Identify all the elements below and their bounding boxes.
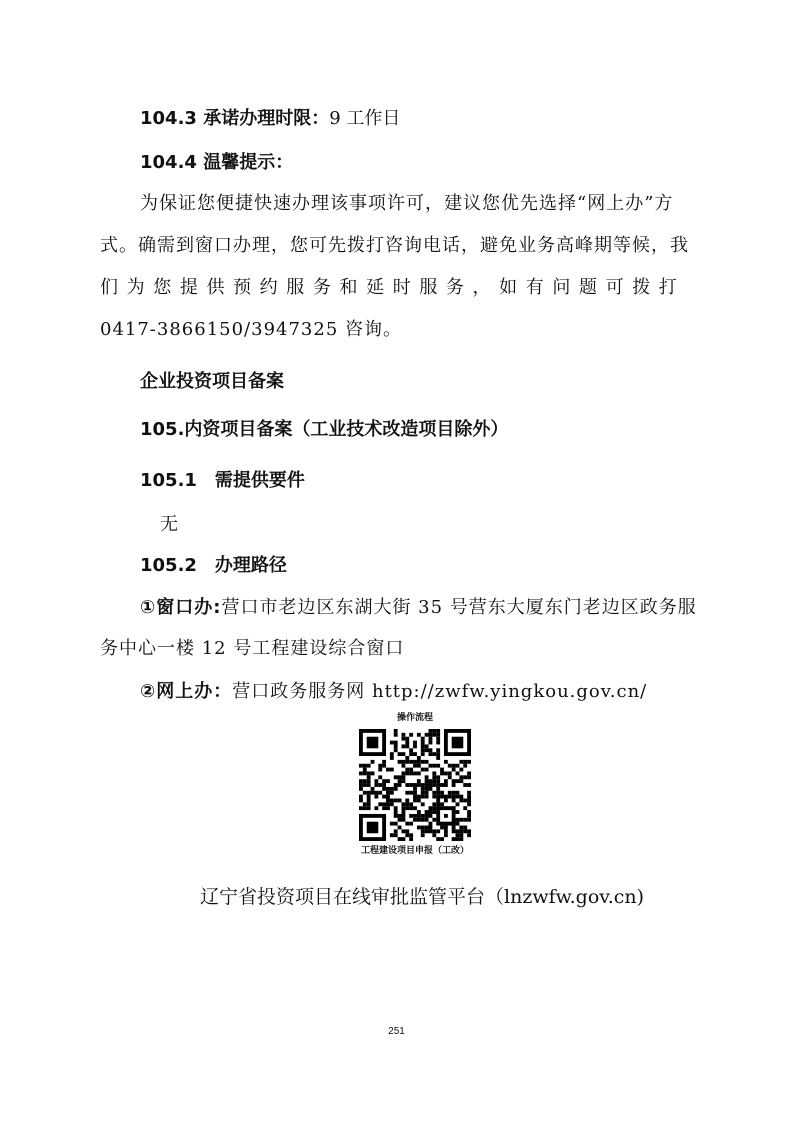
qr-top-caption: 操作流程 (396, 713, 433, 723)
tip-line-3-char: 们 (100, 277, 119, 298)
tip-line-3-char: 供 (206, 277, 226, 298)
heading-105: 105.内资项目备案（工业技术改造项目除外） (140, 419, 509, 440)
tip-line-3-char: 务 (445, 277, 465, 298)
online-label: ②网上办： (140, 681, 233, 702)
tip-line-3-char: 约 (259, 277, 279, 298)
tip-line-3 (100, 273, 678, 299)
category-title: 企业投资项目备案 (140, 371, 284, 392)
online-line (140, 677, 647, 703)
tip-line-3-char: 如 (499, 277, 519, 298)
qr-code[interactable] (356, 729, 474, 841)
tip-line-3-char: 打 (658, 277, 678, 298)
tip-line-3-char: 拨 (632, 277, 652, 298)
required-docs-value: 无 (160, 514, 179, 535)
tip-line-3-char: 务 (312, 277, 332, 298)
tip-line-3-char: 问 (552, 277, 572, 298)
tip-line-1: 为保证您便捷快速办理该事项许可，建议您优先选择“网上办”方 (140, 193, 674, 214)
window-label: ①窗口办: (140, 597, 222, 618)
online-url[interactable]: 营口政务服务网 http://zwfw.yingkou.gov.cn/ (232, 681, 648, 702)
tip-line-3-char: 为 (126, 277, 146, 298)
window-line-1 (140, 593, 697, 619)
qr-block (340, 710, 490, 856)
platform-line[interactable]: 辽宁省投资项目在线审批监管平台（lnzwfw.gov.cn) (200, 886, 645, 908)
tip-line-3-char: 时 (392, 277, 412, 298)
section-104-3 (140, 104, 400, 130)
tip-line-3-char: 和 (339, 277, 359, 298)
heading-105-1: 105.1 需提供要件 (140, 470, 305, 491)
tip-line-3-char: 题 (578, 277, 598, 298)
tip-line-2: 式。确需到窗口办理，您可先拨打咨询电话，避免业务高峰期等候，我 (100, 235, 689, 256)
tip-line-3-char: 延 (366, 277, 386, 298)
qr-bottom-caption: 工程建设项目申报（工改） (360, 846, 469, 856)
tip-line-3-char: 可 (605, 277, 625, 298)
deadline-value: 9 工作日 (329, 108, 401, 129)
tip-line-3-char: 服 (286, 277, 306, 298)
tip-line-3-char: 服 (419, 277, 439, 298)
tip-line-3-char: 您 (153, 277, 173, 298)
page-number: 251 (388, 1026, 405, 1037)
tip-line-4: 0417-3866150/3947325 咨询。 (100, 319, 403, 340)
window-address: 营口市老边区东湖大街 35 号营东大厦东门老边区政务服 (221, 597, 697, 618)
heading-104-4: 104.4 温馨提示： (140, 152, 294, 173)
tip-line-3-char: 有 (525, 277, 545, 298)
tip-line-3-char: ， (472, 277, 492, 298)
tip-line-3-char: 提 (179, 277, 199, 298)
tip-line-3-char: 预 (233, 277, 253, 298)
heading-104-3: 104.3 承诺办理时限： (140, 108, 330, 129)
window-line-2: 务中心一楼 12 号工程建设综合窗口 (100, 638, 405, 659)
heading-105-2: 105.2 办理路径 (140, 555, 287, 576)
